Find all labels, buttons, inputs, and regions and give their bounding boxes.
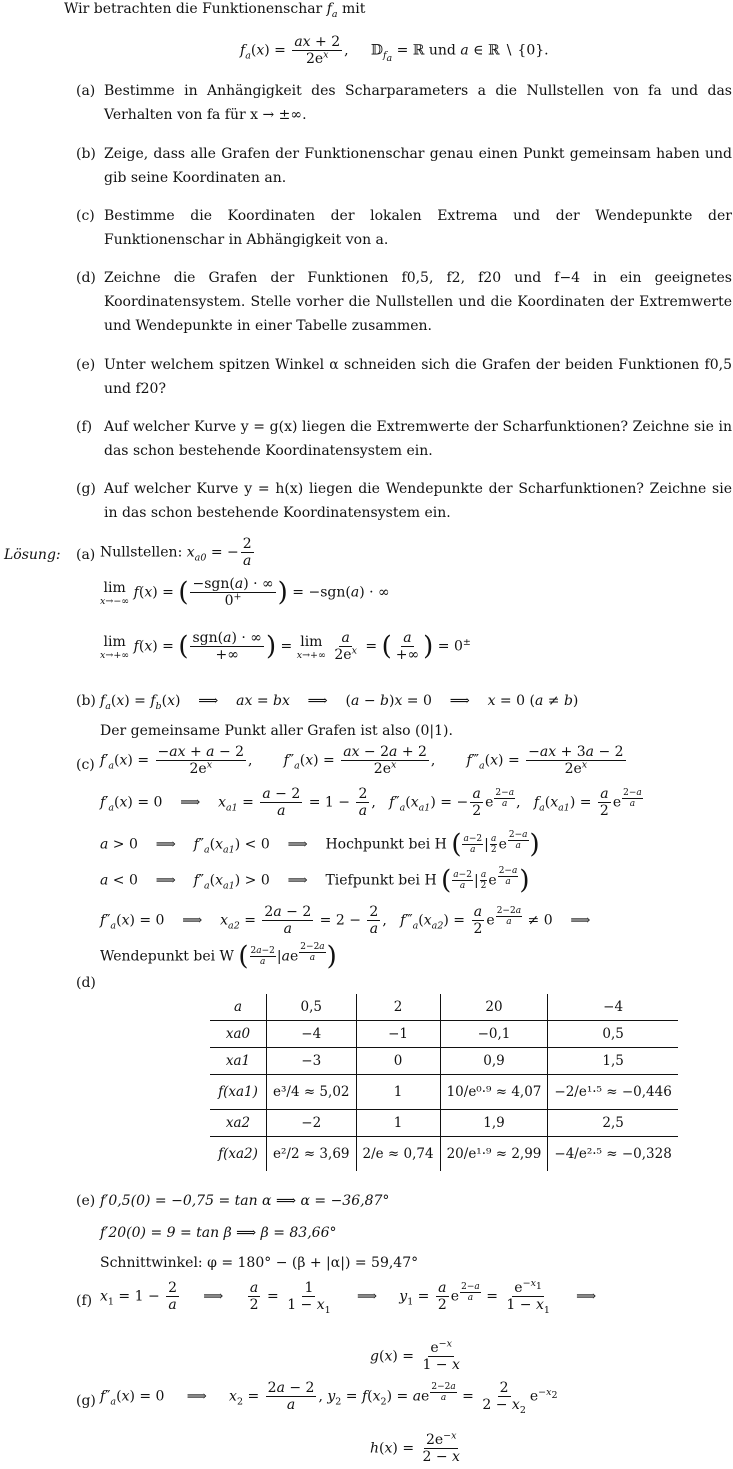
solution-label-g: (g) xyxy=(76,1393,96,1409)
solution-label-b: (b) xyxy=(76,693,96,709)
solution-e-line2: f′20(0) = 9 = tan β ⟹ β = 83,66° xyxy=(100,1225,337,1241)
solution-a-limit-plus: lim x→+∞ f(x) = ( $\frac{\text{sgn(a) · ∞}}{+\infty}$ ) = lim x→+∞ $\frac{a}{2e^x}$ = ( $\frac{a}{+\infty}$ ) = 0± xyxy=(100,630,471,663)
solution-f-result: g(x) = $\frac{e^{-x}}{1 - x}$ xyxy=(370,1338,460,1373)
intro-line: Wir betrachten die Funktionenschar $f_a$ mit xyxy=(64,1,366,20)
solution-c-inflection: $f''_a(x) = 0$ ⟹ $x_{a2}$ = $\frac{2a - 2}{a}$ = 2 − $\frac{2}{a}$ , $f‴_a(x_{a2})$ = $\frac{a}{2}$ e $^{\frac{2-2a}{a}}$ ≠ 0 ⟹ xyxy=(100,904,591,937)
solution-g-result: h(x) = $\frac{2e^{-x}}{2 - x}$ xyxy=(370,1430,460,1465)
solution-g-derivation: $f''_a(x) = 0$ ⟹ $x_2$ = $\frac{2a - 2}{a}$ , $y_2 = f(x_2)$ = ae $^{\frac{2-2a}{a}}$ = $\frac{2}{2 - x_2}$ $e^{-x_2}$ xyxy=(100,1380,558,1416)
solution-a-limit-minus: lim x→−∞ f(x) = ( $\frac{\text{−sgn(a) · ∞}}{0^+}$ ) = −sgn(a) · ∞ xyxy=(100,576,390,609)
definition-formula: $f_a(x)$ = $\frac{ax + 2}{2e^x}$ , 𝔻$_{f_a}$ = ℝ und a ∈ ℝ ∖ {0}. xyxy=(240,34,549,67)
solution-e-line1: f′0,5(0) = −0,75 = tan α ⟹ α = −36,87° xyxy=(100,1193,390,1209)
solution-f-derivation: $x_1 = 1$ − $\frac{2}{a}$ ⟹ $\frac{a}{2}$ = $\frac{1}{1 - x_1}$ ⟹ $y_1$ = $\frac{a}{2}$ e $^{\frac{2-a}{a}}$ = $\frac{e^{-x_1}}{1 - x_1}$ ⟹ xyxy=(100,1278,597,1316)
solution-c-hochpunkt: a > 0 ⟹ $f''_a(x_{a1}) < 0$ ⟹ Hochpunkt bei H ( $\frac{a-2}{a}$ | $\frac{a}{2}$ e $^{\frac{2-a}{a}}$ ) xyxy=(100,829,540,860)
solution-c-extrema: $f'_a(x) = 0$ ⟹ $x_{a1}$ = $\frac{a - 2}{a}$ = 1 − $\frac{2}{a}$ , $f''_a(x_{a1})$ = − $\frac{a}{2}$ e $^{\frac{2-a}{a}}$ , $f_a(x_{a1})$ = $\frac{a}{2}$ e $^{\frac{2-a}{a}}$ xyxy=(100,786,642,819)
table-row: f(xa1) e³/4 ≈ 5,02 1 10/e⁰·⁹ ≈ 4,07 −2/e¹·⁵ ≈ −0,446 xyxy=(210,1075,678,1110)
table-row: a 0,5 2 20 −4 xyxy=(210,994,678,1021)
solution-b-equation: $f_a(x) = f_b(x)$ ⟹ ax = bx ⟹ (a − b)x = 0 ⟹ x = 0 (a ≠ b) xyxy=(100,693,579,712)
solution-b-text: Der gemeinsame Punkt aller Grafen ist also (0|1). xyxy=(100,723,453,739)
table-row: f(xa2) e²/2 ≈ 3,69 2/e ≈ 0,74 20/e¹·⁹ ≈ 2,99 −4/e²·⁵ ≈ −0,328 xyxy=(210,1137,678,1172)
solution-label-d: (d) xyxy=(76,975,96,991)
solution-c-wendepunkt: Wendepunkt bei W ( $\frac{2a-2}{a}$ |ae $^{\frac{2-2a}{a}}$ ) xyxy=(100,941,337,972)
solution-label-f: (f) xyxy=(76,1293,93,1309)
solution-heading: Lösung: xyxy=(4,547,61,563)
solution-c-tiefpunkt: a < 0 ⟹ $f''_a(x_{a1}) > 0$ ⟹ Tiefpunkt bei H ( $\frac{a-2}{a}$ | $\frac{a}{2}$ e $^{\frac{2-a}{a}}$ ) xyxy=(100,865,530,896)
solution-a-zeros: Nullstellen: $x_{a0}$ = − $\frac{2}{a}$ xyxy=(100,536,252,569)
table-row: xa1 −3 0 0,9 1,5 xyxy=(210,1048,678,1075)
results-table xyxy=(210,994,678,1171)
solution-label-e: (e) xyxy=(76,1193,96,1209)
solution-label-a: (a) xyxy=(76,547,96,563)
solution-c-derivatives: $f'_a(x)$ = $\frac{-ax + a - 2}{2e^x}$ , $f''_a(x)$ = $\frac{ax - 2a + 2}{2e^x}$ , $f‴_a(x)$ = $\frac{-ax + 3a - 2}{2e^x}$ xyxy=(100,744,624,777)
table-row: xa2 −2 1 1,9 2,5 xyxy=(210,1110,678,1137)
solution-e-line3: Schnittwinkel: φ = 180° − (β + |α|) = 59,47° xyxy=(100,1255,419,1271)
table-row: xa0 −4 −1 −0,1 0,5 xyxy=(210,1021,678,1048)
solution-label-c: (c) xyxy=(76,757,95,773)
